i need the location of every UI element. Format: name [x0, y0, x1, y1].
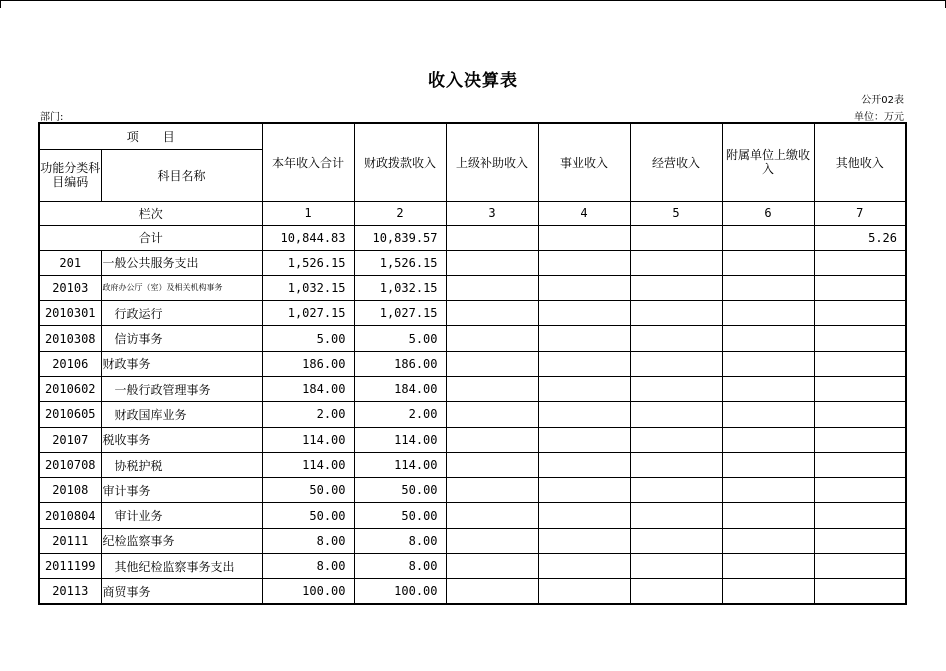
affiliated-remit-cell: [722, 275, 814, 300]
superior-subsidy-cell: [446, 376, 538, 401]
func-code-cell: 201: [39, 250, 101, 275]
other-income-cell: [814, 301, 906, 326]
table-row: [39, 579, 906, 604]
table-row: [39, 351, 906, 376]
other-income-cell: [814, 503, 906, 528]
table-row: [39, 402, 906, 427]
affiliated-remit-cell: [722, 478, 814, 503]
affiliated-remit-cell: [722, 579, 814, 604]
other-income-cell: [814, 478, 906, 503]
func-code-cell: 2011199: [39, 554, 101, 579]
fiscal-appropriation-cell: 1,027.15: [354, 301, 446, 326]
operating-income-cell: [630, 554, 722, 579]
superior-subsidy-cell: [446, 301, 538, 326]
total-cell: [538, 225, 630, 250]
other-income-cell: [814, 579, 906, 604]
total-label: 合计: [39, 225, 262, 250]
fiscal-appropriation-cell: 186.00: [354, 351, 446, 376]
table-row: [39, 376, 906, 401]
operating-income-cell: [630, 376, 722, 401]
other-income-cell: [814, 351, 906, 376]
total-cell: [722, 225, 814, 250]
business-income-cell: [538, 478, 630, 503]
income-table: [38, 122, 907, 605]
header-func-code: 功能分类科目编码: [39, 149, 101, 201]
affiliated-remit-cell: [722, 402, 814, 427]
table-row: [39, 528, 906, 553]
business-income-cell: [538, 301, 630, 326]
func-code-cell: 20106: [39, 351, 101, 376]
table-row: [39, 503, 906, 528]
fiscal-appropriation-cell: 1,032.15: [354, 275, 446, 300]
other-income-cell: [814, 554, 906, 579]
col-index: 7: [814, 201, 906, 225]
subject-name-cell: 审计事务: [101, 478, 262, 503]
subject-name-cell: 税收事务: [101, 427, 262, 452]
func-code-cell: 20108: [39, 478, 101, 503]
other-income-cell: [814, 326, 906, 351]
subject-name-cell: 商贸事务: [101, 579, 262, 604]
header-col-3: 上级补助收入: [446, 123, 538, 201]
func-code-cell: 20113: [39, 579, 101, 604]
business-income-cell: [538, 275, 630, 300]
superior-subsidy-cell: [446, 528, 538, 553]
subject-name-cell: 纪检监察事务: [101, 528, 262, 553]
table-row: [39, 554, 906, 579]
table-row: [39, 452, 906, 477]
business-income-cell: [538, 250, 630, 275]
other-income-cell: [814, 528, 906, 553]
subject-name-cell: 财政事务: [101, 351, 262, 376]
affiliated-remit-cell: [722, 554, 814, 579]
fiscal-appropriation-cell: 5.00: [354, 326, 446, 351]
business-income-cell: [538, 503, 630, 528]
annual-total-cell: 2.00: [262, 402, 354, 427]
annual-total-cell: 186.00: [262, 351, 354, 376]
table-row: [39, 275, 906, 300]
operating-income-cell: [630, 301, 722, 326]
subject-name-cell: 审计业务: [101, 503, 262, 528]
operating-income-cell: [630, 275, 722, 300]
total-cell: 5.26: [814, 225, 906, 250]
header-col-1: 本年收入合计: [262, 123, 354, 201]
superior-subsidy-cell: [446, 478, 538, 503]
fiscal-appropriation-cell: 50.00: [354, 478, 446, 503]
subject-name-cell: 一般公共服务支出: [101, 250, 262, 275]
fiscal-appropriation-cell: 114.00: [354, 427, 446, 452]
page-left-border: [0, 0, 1, 8]
business-income-cell: [538, 528, 630, 553]
unit-label: 单位：万元: [854, 112, 904, 123]
business-income-cell: [538, 376, 630, 401]
operating-income-cell: [630, 503, 722, 528]
annual-total-cell: 1,027.15: [262, 301, 354, 326]
subject-name-cell: 协税护税: [101, 452, 262, 477]
annual-total-cell: 114.00: [262, 452, 354, 477]
header-col-5: 经营收入: [630, 123, 722, 201]
func-code-cell: 2010602: [39, 376, 101, 401]
table-row: [39, 427, 906, 452]
operating-income-cell: [630, 579, 722, 604]
total-cell: 10,839.57: [354, 225, 446, 250]
affiliated-remit-cell: [722, 376, 814, 401]
fiscal-appropriation-cell: 50.00: [354, 503, 446, 528]
func-code-cell: 2010301: [39, 301, 101, 326]
func-code-cell: 20111: [39, 528, 101, 553]
affiliated-remit-cell: [722, 301, 814, 326]
operating-income-cell: [630, 402, 722, 427]
subject-name-cell: 行政运行: [101, 301, 262, 326]
col-index: 1: [262, 201, 354, 225]
header-item: 项 目: [39, 123, 262, 149]
department-label: 部门:: [40, 112, 64, 123]
annual-total-cell: 5.00: [262, 326, 354, 351]
func-code-cell: 20103: [39, 275, 101, 300]
business-income-cell: [538, 351, 630, 376]
subject-name-cell: 一般行政管理事务: [101, 376, 262, 401]
func-code-cell: 2010708: [39, 452, 101, 477]
other-income-cell: [814, 250, 906, 275]
col-index: 5: [630, 201, 722, 225]
total-cell: 10,844.83: [262, 225, 354, 250]
superior-subsidy-cell: [446, 579, 538, 604]
col-index: 6: [722, 201, 814, 225]
superior-subsidy-cell: [446, 427, 538, 452]
operating-income-cell: [630, 250, 722, 275]
affiliated-remit-cell: [722, 427, 814, 452]
other-income-cell: [814, 275, 906, 300]
affiliated-remit-cell: [722, 326, 814, 351]
table-row: [39, 326, 906, 351]
total-cell: [630, 225, 722, 250]
other-income-cell: [814, 376, 906, 401]
col-index: 2: [354, 201, 446, 225]
superior-subsidy-cell: [446, 326, 538, 351]
other-income-cell: [814, 452, 906, 477]
operating-income-cell: [630, 351, 722, 376]
annual-total-cell: 50.00: [262, 478, 354, 503]
fiscal-appropriation-cell: 8.00: [354, 554, 446, 579]
table-row: [39, 301, 906, 326]
func-code-cell: 2010308: [39, 326, 101, 351]
annual-total-cell: 8.00: [262, 554, 354, 579]
fiscal-appropriation-cell: 1,526.15: [354, 250, 446, 275]
other-income-cell: [814, 427, 906, 452]
affiliated-remit-cell: [722, 452, 814, 477]
annual-total-cell: 114.00: [262, 427, 354, 452]
page-title: 收入决算表: [428, 71, 518, 91]
header-col-7: 其他收入: [814, 123, 906, 201]
header-col-4: 事业收入: [538, 123, 630, 201]
subject-name-cell: 财政国库业务: [101, 402, 262, 427]
operating-income-cell: [630, 478, 722, 503]
business-income-cell: [538, 579, 630, 604]
annual-total-cell: 184.00: [262, 376, 354, 401]
business-income-cell: [538, 452, 630, 477]
annual-total-cell: 1,526.15: [262, 250, 354, 275]
operating-income-cell: [630, 528, 722, 553]
superior-subsidy-cell: [446, 250, 538, 275]
affiliated-remit-cell: [722, 528, 814, 553]
affiliated-remit-cell: [722, 351, 814, 376]
func-code-cell: 20107: [39, 427, 101, 452]
fiscal-appropriation-cell: 8.00: [354, 528, 446, 553]
header-col-2: 财政拨款收入: [354, 123, 446, 201]
func-code-cell: 2010804: [39, 503, 101, 528]
subject-name-cell: 其他纪检监察事务支出: [101, 554, 262, 579]
operating-income-cell: [630, 326, 722, 351]
affiliated-remit-cell: [722, 503, 814, 528]
table-row: [39, 478, 906, 503]
annual-total-cell: 8.00: [262, 528, 354, 553]
annual-total-cell: 100.00: [262, 579, 354, 604]
business-income-cell: [538, 427, 630, 452]
business-income-cell: [538, 402, 630, 427]
form-number: 公开02表: [861, 95, 904, 106]
operating-income-cell: [630, 452, 722, 477]
row-index-label: 栏次: [39, 201, 262, 225]
func-code-cell: 2010605: [39, 402, 101, 427]
business-income-cell: [538, 326, 630, 351]
superior-subsidy-cell: [446, 402, 538, 427]
annual-total-cell: 50.00: [262, 503, 354, 528]
superior-subsidy-cell: [446, 351, 538, 376]
table-row: [39, 250, 906, 275]
header-col-6: 附属单位上缴收入: [722, 123, 814, 201]
superior-subsidy-cell: [446, 554, 538, 579]
other-income-cell: [814, 402, 906, 427]
fiscal-appropriation-cell: 114.00: [354, 452, 446, 477]
fiscal-appropriation-cell: 184.00: [354, 376, 446, 401]
header-subject-name: 科目名称: [101, 149, 262, 201]
col-index: 3: [446, 201, 538, 225]
annual-total-cell: 1,032.15: [262, 275, 354, 300]
total-cell: [446, 225, 538, 250]
subject-name-cell: 政府办公厅（室）及相关机构事务: [101, 275, 262, 300]
affiliated-remit-cell: [722, 250, 814, 275]
superior-subsidy-cell: [446, 275, 538, 300]
page-top-border: [0, 0, 946, 1]
superior-subsidy-cell: [446, 452, 538, 477]
fiscal-appropriation-cell: 2.00: [354, 402, 446, 427]
fiscal-appropriation-cell: 100.00: [354, 579, 446, 604]
superior-subsidy-cell: [446, 503, 538, 528]
business-income-cell: [538, 554, 630, 579]
operating-income-cell: [630, 427, 722, 452]
subject-name-cell: 信访事务: [101, 326, 262, 351]
col-index: 4: [538, 201, 630, 225]
